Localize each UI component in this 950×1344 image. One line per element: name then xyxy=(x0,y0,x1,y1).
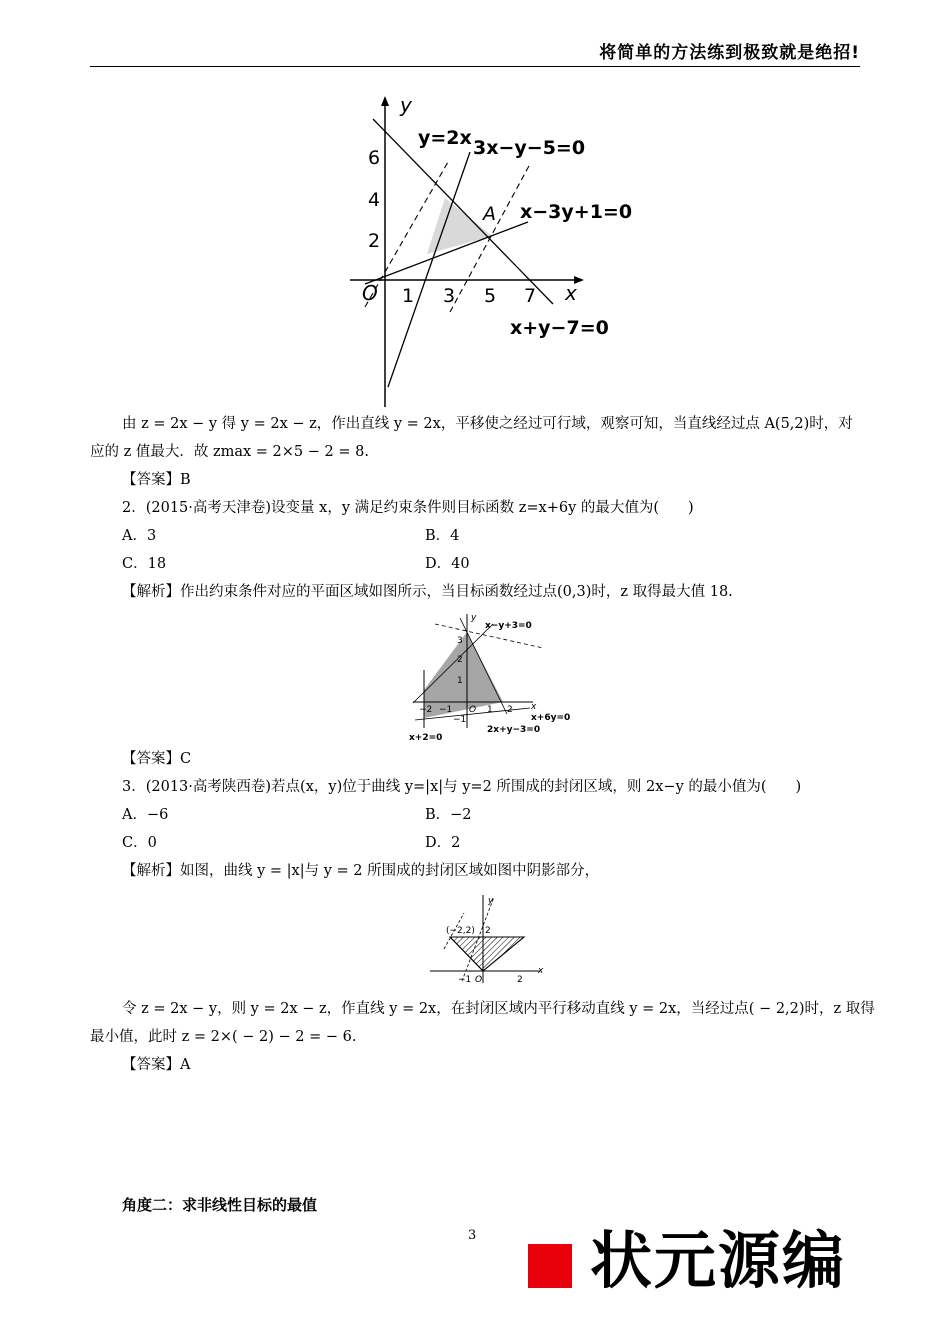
q3-analysis: 【解析】如图，曲线 y = |x|与 y = 2 所围成的封闭区域如图中阴影部分， xyxy=(122,863,600,879)
fig2-ytick: 2 xyxy=(457,655,463,665)
fig2-xtick: −2 xyxy=(419,705,433,715)
page-number: 3 xyxy=(468,1228,477,1243)
q2-option-a: A．3 xyxy=(122,528,157,544)
q3-solution-line-1: 令 z = 2x − y，则 y = 2x − z，作直线 y = 2x，在封闭区域内平行移动直线 y = 2x，当经过点( − 2,2)时，z 取得 xyxy=(122,1001,875,1017)
fig1-ytick: 2 xyxy=(368,230,381,252)
figure-2-feasible-region xyxy=(405,610,585,742)
fig2-line-label: x−y+3=0 xyxy=(485,621,532,631)
q2-option-c: C．18 xyxy=(122,556,167,572)
fig3-y: y xyxy=(488,896,494,906)
fig2-origin: O xyxy=(469,705,477,715)
answer-1: 【答案】B xyxy=(122,472,191,488)
fig3-x: x xyxy=(538,966,544,976)
logo-text: 状元源编 xyxy=(590,1224,847,1297)
fig1-point-a: A xyxy=(483,203,496,225)
logo-square-icon xyxy=(528,1244,572,1288)
fig2-xtick: 2 xyxy=(507,705,513,715)
fig2-x: x xyxy=(531,702,537,712)
fig1-xtick: 1 xyxy=(402,285,415,307)
fig1-origin: O xyxy=(362,281,378,305)
q3-option-b: B．−2 xyxy=(425,807,472,823)
fig2-ytick: 1 xyxy=(457,676,463,686)
section-heading: 角度二：求非线性目标的最值 xyxy=(122,1196,318,1214)
fig2-line-label: x+6y=0 xyxy=(531,713,571,723)
fig1-line-label: 3x−y−5=0 xyxy=(473,137,586,159)
fig1-xtick: 3 xyxy=(443,285,456,307)
fig3-xtick: 2 xyxy=(517,975,523,985)
fig1-y-label: y xyxy=(400,93,412,117)
fig1-x-label: x xyxy=(565,281,577,305)
q3-option-d: D．2 xyxy=(425,835,461,851)
answer-3: 【答案】A xyxy=(122,1057,191,1073)
fig2-line-label: x+2=0 xyxy=(409,733,443,742)
fig2-line-label: 2x+y−3=0 xyxy=(487,725,541,735)
header-slogan: 将简单的方法练到极致就是绝招! xyxy=(90,40,860,67)
fig3-origin: O xyxy=(475,975,483,985)
answer-2: 【答案】C xyxy=(122,751,192,767)
fig1-line-label: y=2x xyxy=(418,127,472,149)
fig3-two: 2 xyxy=(485,926,491,936)
q2-analysis: 【解析】作出约束条件对应的平面区域如图所示，当目标函数经过点(0,3)时，z 取得最大值 18. xyxy=(122,584,733,600)
fig1-line-label: x+y−7=0 xyxy=(510,317,609,339)
fig2-xtick: −1 xyxy=(439,705,453,715)
fig1-ytick: 4 xyxy=(368,189,381,211)
q3-solution-line-2: 最小值，此时 z = 2×( − 2) − 2 = − 6. xyxy=(90,1029,357,1045)
q2-option-d: D．40 xyxy=(425,556,470,572)
question-3-stem: 3．(2013·高考陕西卷)若点(x，y)位于曲线 y=|x|与 y=2 所围成的封闭区域，则 2x−y 的最小值为( ) xyxy=(122,779,802,795)
q3-option-a: A．−6 xyxy=(122,807,169,823)
fig1-ytick: 6 xyxy=(368,147,381,169)
fig3-minus1: −1 xyxy=(458,975,472,985)
fig1-line-label: x−3y+1=0 xyxy=(520,201,633,223)
fig1-xtick: 7 xyxy=(524,285,537,307)
figure-1-feasible-region xyxy=(340,92,640,410)
fig2-xtick: 1 xyxy=(487,705,493,715)
fig2-ytick: −1 xyxy=(453,715,467,725)
figure-3-closed-region xyxy=(428,893,548,985)
q3-option-c: C．0 xyxy=(122,835,157,851)
fig2-y: y xyxy=(471,613,477,623)
fig2-ytick: 3 xyxy=(457,636,463,646)
q2-option-b: B．4 xyxy=(425,528,460,544)
solution-1-line-1: 由 z = 2x − y 得 y = 2x − z，作出直线 y = 2x，平移使之经过可行域，观察可知，当直线经过点 A(5,2)时，对 xyxy=(122,416,853,432)
fig1-xtick: 5 xyxy=(484,285,497,307)
solution-1-line-2: 应的 z 值最大．故 zmax = 2×5 − 2 = 8. xyxy=(90,444,369,460)
question-2-stem: 2．(2015·高考天津卷)设变量 x，y 满足约束条件则目标函数 z=x+6y 的最大值为( ) xyxy=(122,500,694,516)
fig3-point: (−2,2) xyxy=(446,926,475,936)
